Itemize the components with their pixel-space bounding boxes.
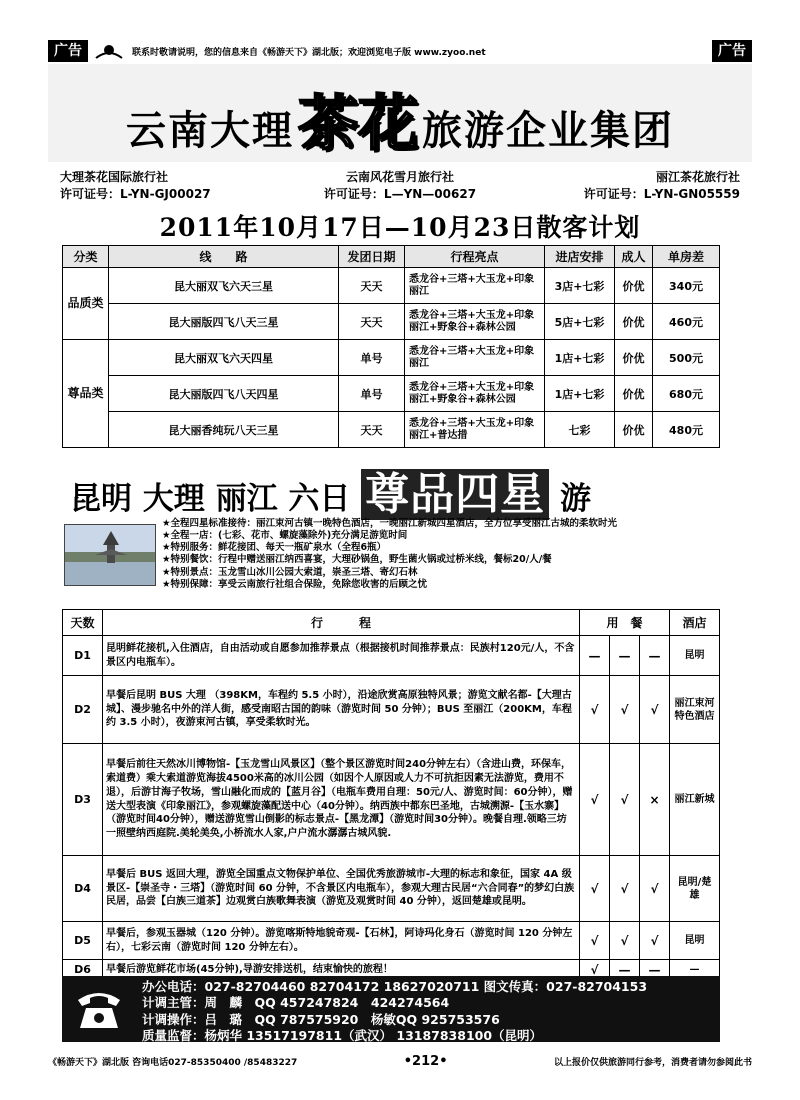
agency-license: 许可证号：L-YN-GJ00027: [60, 187, 211, 201]
single-cell: 340元: [653, 268, 720, 304]
day-cell: D1: [63, 636, 103, 676]
tour-subtitle: [70, 458, 591, 522]
lunch-cell: √: [610, 922, 640, 960]
itinerary-cell: 早餐后前往天然冰川博物馆-【玉龙雪山风景区】（整个景区游览时间240分钟左右）（含进山费，环保车，索道费）乘大索道游览海拔4500米高的冰川公园（如因个人原因或人力不可抗拒因素无法游览，费用不退），后游甘海子牧场，雪山融化而成的【蓝月谷】（电瓶车费用自理：50元/人、游览时间：60分钟），赠送大型表演《印象丽江》，参观螺旋藻配送中心（40分钟）。纳西族中都东巴圣地，古城溯源-【玉水寨】（游览时间40分钟），赠送游览雪山倒影的标志景点-【黑龙潭】（游览时间30分钟）。晚餐自理.领略三坊一照壁纳西庭院.美轮美奂,小桥流水人家,户户流水潺潺古城风貌.: [103, 744, 580, 856]
lunch-cell: √: [610, 856, 640, 922]
table-row: [63, 636, 720, 676]
scenery-photo: [64, 524, 156, 586]
route-cell: 昆大丽版四飞八天四星: [109, 376, 339, 412]
itinerary-cell: 早餐后 BUS 返回大理，游览全国重点文物保护单位、全国优秀旅游城市-大理的标志和象征，国家 4A 级景区-【崇圣寺・三塔】（游览时间 60 分钟，不含景区内电瓶车），参观大理古民居“六合同春”的梦幻白族民居，品尝【白族三道茶】边观赏白族歌舞表演（游览及观赏时间 40 分钟），返回楚雄或昆明。: [103, 856, 580, 922]
price-cell: 价优: [615, 268, 653, 304]
table-row: [63, 744, 720, 856]
itinerary-cell: 早餐后游览鲜花市场(45分钟),导游安排送机，结束愉快的旅程！: [103, 960, 580, 980]
highlight-cell: 悉龙谷+三塔+大玉龙+印象丽江+野象谷+森林公园: [405, 304, 545, 340]
day-cell: D2: [63, 676, 103, 744]
company-title-part2: 茶花: [298, 89, 418, 159]
price-cell: 价优: [615, 304, 653, 340]
price-cell: 价优: [615, 412, 653, 448]
table-row: [63, 412, 720, 448]
dinner-cell: ×: [640, 744, 670, 856]
standard-item: ★特别服务：鲜花接团、每天一瓶矿泉水（全程6瓶）: [162, 542, 387, 554]
planning-operator: 计调操作：吕 璐 QQ 787575920 杨敏QQ 925753576: [142, 1011, 500, 1027]
breakfast-cell: √: [580, 744, 610, 856]
quality-supervisor: 质量监督：杨炳华 13517197811（武汉） 13187838100（昆明）: [142, 1027, 543, 1043]
standard-item: ★全程四星标准接待：丽江束河古镇一晚特色酒店，一晚丽江新城四星酒店，全方位享受丽江古城的柔软时光: [162, 518, 618, 529]
table-row: [63, 856, 720, 922]
footer-left: 《畅游天下》湖北版 咨询电话027-85350400 /85483227: [48, 1058, 298, 1068]
agency-name: 云南风花雪月旅行社: [345, 170, 454, 184]
column-header: 分类: [63, 246, 109, 268]
contact-panel: [62, 976, 720, 1042]
planning-manager: 计调主管：周 麟 QQ 457247824 424274564: [142, 995, 450, 1011]
ad-tag-left: 广告: [48, 40, 88, 62]
page-number: •212•: [403, 1054, 448, 1069]
lunch-cell: √: [610, 744, 640, 856]
standard-item: ★特别餐饮：行程中赠送丽江纳西喜宴，大理砂锅鱼，野生菌火锅或过桥米线，餐标20/人/餐: [162, 554, 552, 566]
route-cell: 昆大丽双飞六天三星: [109, 268, 339, 304]
price-cell: 价优: [615, 340, 653, 376]
agency-name: 丽江茶花旅行社: [655, 170, 740, 184]
price-table: [62, 245, 720, 448]
standard-item: ★特别景点：玉龙雪山冰川公园大索道，崇圣三塔、寄幻石林: [162, 566, 418, 578]
agency-license: 许可证号：L-YN-GN05559: [583, 187, 740, 201]
single-cell: 460元: [653, 304, 720, 340]
category-cell: 品质类: [63, 268, 109, 340]
column-header: 单房差: [653, 246, 720, 268]
date-cell: 单号: [339, 376, 405, 412]
shop-cell: 3店+七彩: [545, 268, 615, 304]
standard-item: ★特别保障：享受云南旅行社组合保险，免除您收害的后顾之忧: [162, 578, 428, 590]
shop-cell: 1店+七彩: [545, 340, 615, 376]
table-row: [63, 304, 720, 340]
table-row: [63, 376, 720, 412]
breakfast-cell: √: [580, 856, 610, 922]
highlight-cell: 悉龙谷+三塔+大玉龙+印象丽江: [405, 340, 545, 376]
plan-title: 2011年10月17日—10月23日散客计划: [159, 213, 641, 242]
telephone-icon: [72, 982, 126, 1036]
top-bar: [48, 40, 752, 62]
column-header: 行 程: [103, 610, 580, 636]
lunch-cell: √: [610, 676, 640, 744]
single-cell: 500元: [653, 340, 720, 376]
hero-banner: [48, 64, 752, 162]
shop-cell: 1店+七彩: [545, 376, 615, 412]
hotel-cell: 丽江束河特色酒店: [670, 676, 720, 744]
hotel-cell: —: [670, 960, 720, 980]
dinner-cell: √: [640, 676, 670, 744]
agency-name: 大理茶花国际旅行社: [60, 170, 169, 184]
company-title-part1: 云南大理: [126, 107, 294, 154]
column-header: 酒店: [670, 610, 720, 636]
date-cell: 天天: [339, 268, 405, 304]
breakfast-cell: —: [580, 636, 610, 676]
hotel-cell: 昆明: [670, 636, 720, 676]
date-cell: 天天: [339, 304, 405, 340]
pagoda-icon: [65, 525, 157, 587]
breakfast-cell: √: [580, 922, 610, 960]
column-header: 进店安排: [545, 246, 615, 268]
hotel-cell: 丽江新城: [670, 744, 720, 856]
itinerary-cell: 昆明鲜花接机,入住酒店，自由活动或自愿参加推荐景点（根据接机时间推荐景点：民族村120元/人，不含景区内电瓶车）。: [103, 636, 580, 676]
agency-license: 许可证号：L—YN—00627: [323, 187, 477, 201]
table-row: [63, 268, 720, 304]
shop-cell: 5店+七彩: [545, 304, 615, 340]
company-title-part3: 旅游企业集团: [422, 107, 674, 154]
route-cell: 昆大丽香纯玩八天三星: [109, 412, 339, 448]
day-cell: D6: [63, 960, 103, 980]
highlight-cell: 悉龙谷+三塔+大玉龙+印象丽江+野象谷+森林公园: [405, 376, 545, 412]
lunch-cell: —: [610, 636, 640, 676]
ad-tag-right: 广告: [712, 40, 752, 62]
footer-right: 以上报价仅供旅游同行参考，消费者请勿参阅此书: [553, 1058, 752, 1068]
table-row: [63, 922, 720, 960]
itinerary-cell: 早餐后昆明 BUS 大理 （398KM，车程约 5.5 小时），沿途欣赏高原独特风景；游览文献名都-【大理古城】、漫步驰名中外的洋人街，感受南昭古国的韵味（游览时间 50 分钟）；BUS 至丽江（200KM，车程约 3.5 小时），夜游束河古镇，享受柔软时光。: [103, 676, 580, 744]
date-cell: 单号: [339, 340, 405, 376]
route-cell: 昆大丽双飞六天四星: [109, 340, 339, 376]
office-phone: 办公电话：027-82704460 82704172 18627020711 图文传真：027-82704153: [142, 979, 648, 994]
date-cell: 天天: [339, 412, 405, 448]
column-header: 行程亮点: [405, 246, 545, 268]
dinner-cell: —: [640, 960, 670, 980]
itinerary-table: [62, 609, 720, 980]
shop-cell: 七彩: [545, 412, 615, 448]
route-cell: 昆大丽版四飞八天三星: [109, 304, 339, 340]
single-cell: 680元: [653, 376, 720, 412]
magazine-logo-icon: [94, 42, 124, 60]
column-header: 用 餐: [580, 610, 670, 636]
company-title: [48, 76, 752, 162]
service-standards: [162, 518, 727, 591]
highlight-cell: 悉龙谷+三塔+大玉龙+印象丽江: [405, 268, 545, 304]
breakfast-cell: √: [580, 676, 610, 744]
day-cell: D3: [63, 744, 103, 856]
highlight-cell: 悉龙谷+三塔+大玉龙+印象丽江+普达措: [405, 412, 545, 448]
day-cell: D5: [63, 922, 103, 960]
standard-item: ★全程一店：(七彩、花市、螺旋藻除外)充分满足游览时间: [162, 530, 408, 542]
hotel-cell: 昆明/楚雄: [670, 856, 720, 922]
category-cell: 尊品类: [63, 340, 109, 448]
day-cell: D4: [63, 856, 103, 922]
notice-text: 联系时敬请说明，您的信息来自《畅游天下》湖北版；欢迎浏览电子版 www.zyoo.net: [132, 47, 486, 58]
agency-list: [60, 168, 740, 202]
breakfast-cell: √: [580, 960, 610, 980]
tour-subtitle-left: 昆明 大理 丽江 六日: [70, 481, 351, 517]
price-cell: 价优: [615, 376, 653, 412]
dinner-cell: —: [640, 636, 670, 676]
column-header: 发团日期: [339, 246, 405, 268]
single-cell: 480元: [653, 412, 720, 448]
tour-subtitle-right: 游: [559, 481, 591, 517]
page-footer: [48, 1054, 752, 1069]
itinerary-cell: 早餐后，参观玉器城（120 分钟）。游览喀斯特地貌奇观-【石林】，阿诗玛化身石（游览时间 120 分钟左右），七彩云南（游览时间 120 分钟左右）。: [103, 922, 580, 960]
table-row: [63, 676, 720, 744]
hotel-cell: 昆明: [670, 922, 720, 960]
dinner-cell: √: [640, 922, 670, 960]
lunch-cell: —: [610, 960, 640, 980]
column-header: 线 路: [109, 246, 339, 268]
column-header: 成人: [615, 246, 653, 268]
tour-subtitle-highlight: 尊品四星: [361, 469, 549, 520]
table-row: [63, 340, 720, 376]
column-header: 天数: [63, 610, 103, 636]
dinner-cell: √: [640, 856, 670, 922]
